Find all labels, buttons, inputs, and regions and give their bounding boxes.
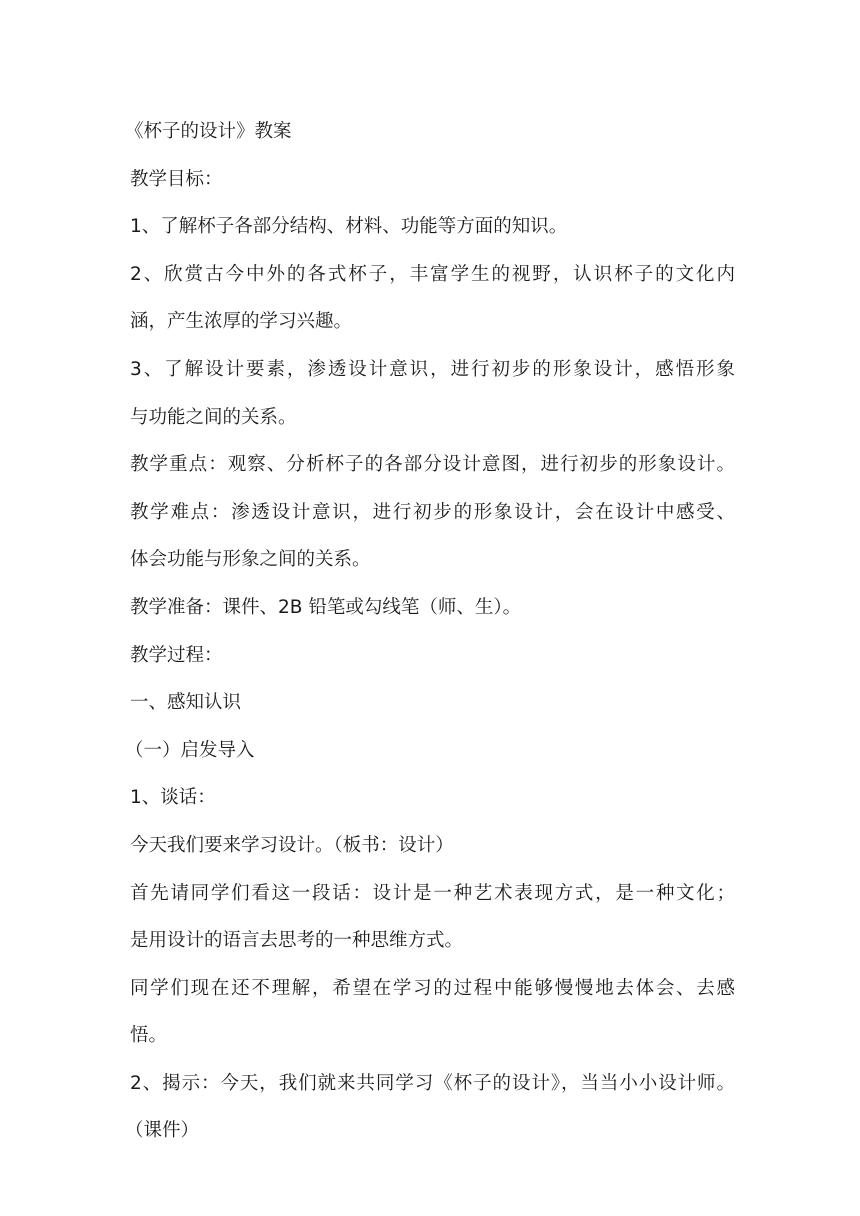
process-step-1: 1、谈话： bbox=[130, 787, 216, 809]
paragraph-today: 今天我们要来学习设计。（板书：设计） bbox=[130, 834, 454, 856]
teaching-key-points: 教学重点：观察、分析杯子的各部分设计意图，进行初步的形象设计。 bbox=[130, 454, 735, 476]
document-body bbox=[125, 108, 735, 1155]
teaching-difficulties-line-1: 教学难点：渗透设计意识，进行初步的形象设计，会在设计中感受、 bbox=[130, 501, 735, 523]
process-step-2-note: （课件） bbox=[125, 1120, 200, 1142]
paragraph-design-definition-line-1: 首先请同学们看这一段话：设计是一种艺术表现方式，是一种文化； bbox=[130, 882, 735, 904]
objective-item-1: 1、了解杯子各部分结构、材料、功能等方面的知识。 bbox=[130, 216, 568, 238]
process-subpart-1-heading: （一）启发导入 bbox=[125, 739, 255, 761]
objective-item-3-line-2: 与功能之间的关系。 bbox=[130, 406, 297, 428]
teaching-difficulties-line-2: 体会功能与形象之间的关系。 bbox=[130, 549, 371, 571]
document-title: 《杯子的设计》教案 bbox=[125, 121, 292, 142]
section-heading-objectives: 教学目标： bbox=[130, 168, 223, 190]
process-part-1-heading: 一、感知认识 bbox=[130, 692, 242, 714]
process-step-2: 2、揭示：今天，我们就来共同学习《杯子的设计》，当当小小设计师。 bbox=[130, 1072, 735, 1094]
objective-item-3-line-1: 3、了解设计要素，渗透设计意识，进行初步的形象设计，感悟形象 bbox=[130, 358, 735, 380]
teaching-preparation: 教学准备：课件、2B 铅笔或勾线笔（师、生）。 bbox=[130, 596, 522, 618]
section-heading-process: 教学过程： bbox=[130, 644, 223, 666]
paragraph-design-definition-line-2: 是用设计的语言去思考的一种思维方式。 bbox=[130, 930, 464, 952]
objective-item-2-line-1: 2、欣赏古今中外的各式杯子，丰富学生的视野，认识杯子的文化内 bbox=[130, 263, 735, 285]
objective-item-2-line-2: 涵，产生浓厚的学习兴趣。 bbox=[130, 311, 353, 333]
paragraph-understanding-line-2: 悟。 bbox=[130, 1025, 168, 1047]
paragraph-understanding-line-1: 同学们现在还不理解，希望在学习的过程中能够慢慢地去体会、去感 bbox=[130, 977, 735, 999]
